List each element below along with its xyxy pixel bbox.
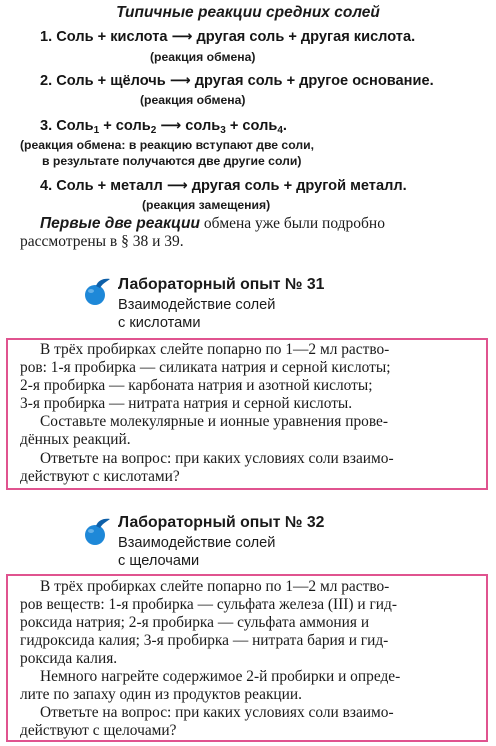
lab-31-task-line: 2-я пробирка — карбоната натрия и азотной кислоты; xyxy=(20,377,373,394)
paragraph-line-1 xyxy=(40,214,385,233)
reaction-2 xyxy=(40,72,434,89)
lab-32-task-line: ров веществ: 1-я пробирка — сульфата железа (III) и гид- xyxy=(20,596,397,613)
reaction-2-text: Соль + щёлочь ⟶ другая соль + другое основание. xyxy=(56,73,434,89)
lab-32-task-line: Ответьте на вопрос: при каких условиях соли взаимо- xyxy=(40,704,394,721)
lab-32-task-line: Немного нагрейте содержимое 2-й пробирки и опреде- xyxy=(40,668,401,685)
reaction-4-text: Соль + металл ⟶ другая соль + другой металл. xyxy=(56,178,407,194)
reaction-3-term-2: + соль xyxy=(99,118,151,134)
reaction-4-note: (реакция замещения) xyxy=(142,198,271,212)
lab-32-task-line: роксида натрия; 2-я пробирка — сульфата аммония и xyxy=(20,614,370,631)
paragraph-line-2: рассмотрены в § 38 и 39. xyxy=(20,233,184,250)
reaction-1-note: (реакция обмена) xyxy=(150,50,256,64)
reaction-1-number: 1. xyxy=(40,29,53,45)
lab-31-task-line: 3-я пробирка — нитрата натрия и серной кислоты. xyxy=(20,395,353,412)
lab-32-task-line: роксида калия. xyxy=(20,650,118,667)
reaction-3 xyxy=(40,117,287,134)
reaction-3-note-line-2: в результате получаются две другие соли) xyxy=(42,154,302,168)
reaction-1 xyxy=(40,28,415,45)
reaction-3-sub-4: 4 xyxy=(277,125,283,136)
reaction-1-text: Соль + кислота ⟶ другая соль + другая кислота. xyxy=(56,29,416,45)
paragraph-emphasis: Первые две реакции xyxy=(40,215,200,232)
lab-flask-icon xyxy=(82,516,112,548)
lab-31-task-line: В трёх пробирках слейте попарно по 1—2 мл раство- xyxy=(40,341,390,358)
reaction-3-sub-3: 3 xyxy=(220,125,226,136)
reaction-3-sub-1: 1 xyxy=(93,125,100,136)
lab-32-subtitle-line-2: с щелочами xyxy=(118,553,200,569)
lab-31-subtitle-line-2: с кислотами xyxy=(118,315,201,331)
lab-32-task-line: гидроксида калия; 3-я пробирка — нитрата бария и гид- xyxy=(20,632,389,649)
reaction-3-period: . xyxy=(282,118,287,134)
reaction-2-note: (реакция обмена) xyxy=(140,93,246,107)
reaction-3-term-4: + соль xyxy=(225,118,278,134)
paragraph-rest: обмена уже были подробно xyxy=(199,215,385,232)
reaction-4 xyxy=(40,177,407,194)
lab-flask-icon xyxy=(82,276,112,308)
reaction-4-number: 4. xyxy=(40,178,53,194)
lab-32-task-line: лите по запаху один из продуктов реакции. xyxy=(20,686,302,703)
lab-31-task-line: дённых реакций. xyxy=(20,431,131,448)
reaction-3-sub-2: 2 xyxy=(150,125,157,136)
lab-31-task-line: ров: 1-я пробирка — силиката натрия и серной кислоты; xyxy=(20,359,391,376)
lab-31-task-line: Составьте молекулярные и ионные уравнения прове- xyxy=(40,413,388,430)
lab-32-task-line: В трёх пробирках слейте попарно по 1—2 мл раство- xyxy=(40,578,390,595)
lab-31-title: Лабораторный опыт № 31 xyxy=(118,276,325,293)
reaction-3-note-line-1: (реакция обмена: в реакцию вступают две соли, xyxy=(20,138,314,152)
lab-31-task-line: действуют с кислотами? xyxy=(20,468,180,485)
lab-31-subtitle-line-1: Взаимодействие солей xyxy=(118,297,276,313)
lab-31-task-line: Ответьте на вопрос: при каких условиях соли взаимо- xyxy=(40,450,394,467)
lab-32-subtitle-line-1: Взаимодействие солей xyxy=(118,535,276,551)
lab-32-task-line: действуют с щелочами? xyxy=(20,722,177,739)
reaction-3-term-1: Соль xyxy=(56,118,94,134)
lab-32-title: Лабораторный опыт № 32 xyxy=(118,514,325,531)
reaction-3-number: 3. xyxy=(40,118,53,134)
page-heading: Типичные реакции средних солей xyxy=(116,4,380,21)
reaction-3-term-3: ⟶ соль xyxy=(156,118,221,134)
reaction-2-number: 2. xyxy=(40,73,53,89)
